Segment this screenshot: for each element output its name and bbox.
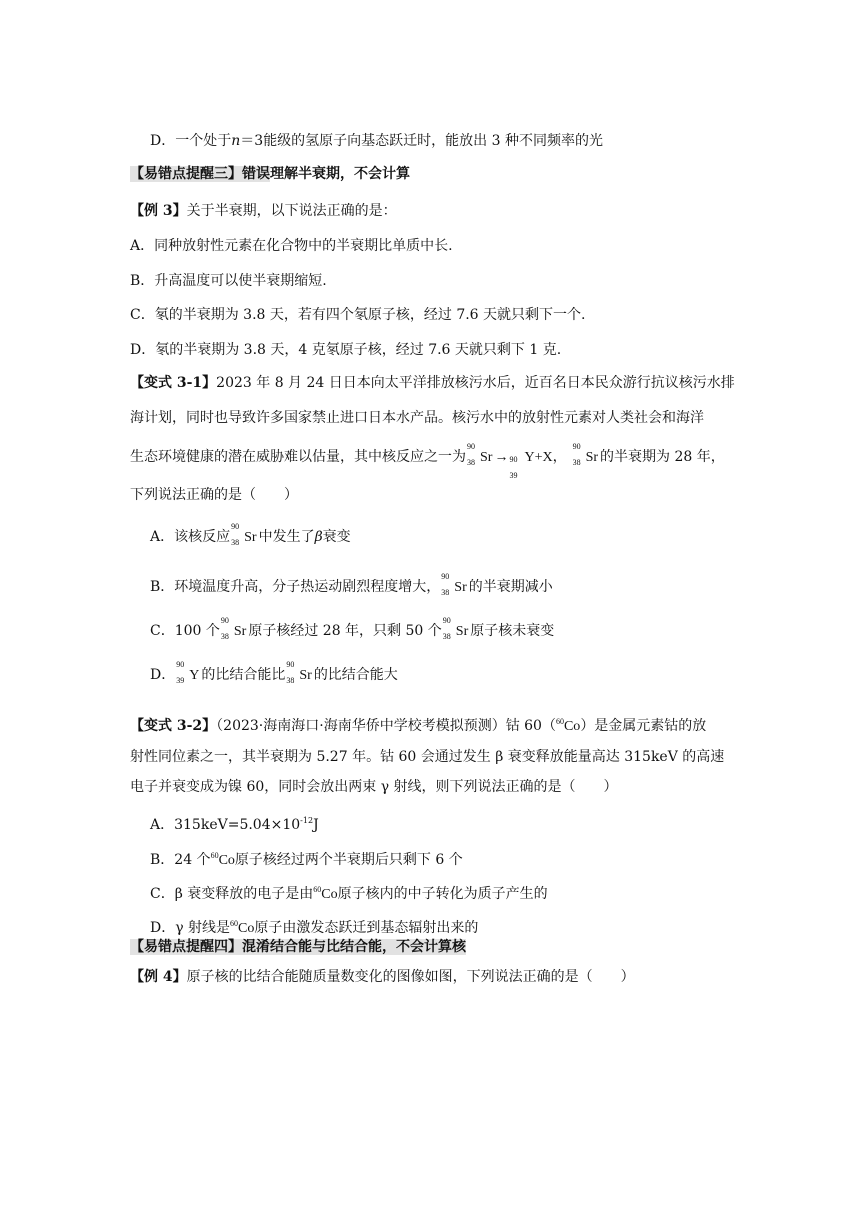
option-text: 能级的氢原子向基态跃迁时，能放出 3 种不同频率的光 bbox=[263, 133, 603, 149]
option-text: ＝3 bbox=[240, 133, 264, 149]
question-text: 生态环境健康的潜在威胁难以估量，其中核反应之一为 bbox=[130, 449, 466, 465]
example-tag: 【例 4】 bbox=[130, 969, 187, 985]
variant-tag: 【变式 3-2】 bbox=[130, 718, 217, 734]
example-4-question bbox=[130, 967, 635, 987]
heading-text: 比结合能，不会计算核 bbox=[326, 939, 466, 955]
variant-3-1-line-2: 海计划，同时也导致许多国家禁止进口日本水产品。核污水中的放射性元素对人类社会和海洋 bbox=[130, 410, 704, 426]
beta-symbol: β bbox=[314, 529, 323, 545]
strontium-90-nuclide: 90 38 Sr bbox=[467, 442, 493, 467]
strontium-90-nuclide: 90 38 Sr bbox=[442, 616, 469, 641]
question-text: 的半衰期为 28 年， bbox=[600, 449, 725, 465]
strontium-90-nuclide: 90 38 Sr bbox=[441, 572, 467, 597]
variant-3-2-option-b: B．24 个$^{60}$Co原子核经过两个半衰期后只剩下 6 个 bbox=[150, 851, 463, 868]
yttrium-90-nuclide: 90 39 Y bbox=[176, 660, 200, 685]
heading-tag: 【易错点提醒四】 bbox=[130, 939, 242, 955]
example-3-option-a: A．同种放射性元素在化合物中的半衰期比单质中长. bbox=[130, 238, 453, 254]
heading-text: 错误 bbox=[242, 166, 270, 182]
example-3-option-b: B．升高温度可以使半衰期缩短. bbox=[130, 273, 327, 289]
variant-tag: 【变式 3-1】 bbox=[130, 375, 217, 391]
variant-3-2-line-1: 【变式 3-2】（2023·海南海口·海南华侨中学校考模拟预测）钴 60（$^{60}$Co）是金属元素钴的放 bbox=[130, 717, 707, 734]
example-3-option-d: D．氡的半衰期为 3.8 天，4 克氡原子核，经过 7.6 天就只剩下 1 克. bbox=[130, 342, 562, 358]
heading-tag: 【易错点提醒三】 bbox=[130, 166, 242, 182]
variant-3-2-line-2: 射性同位素之一，其半衰期为 5.27 年。钴 60 会通过发生 β 衰变释放能量高达 315keV 的高速 bbox=[130, 749, 725, 765]
cobalt-60-nuclide: $^{60}$Co bbox=[230, 919, 255, 936]
variant-3-2-line-3: 电子并衰变成为镍 60，同时会放出两束 γ 射线，则下列说法正确的是（ ） bbox=[130, 779, 618, 795]
variant-3-1-line-1 bbox=[130, 373, 735, 393]
example-tag: 【例 3】 bbox=[130, 203, 187, 219]
cobalt-60-nuclide: $^{60}$Co bbox=[555, 717, 581, 734]
variant-3-1-option-c: C．100 个 90 38 Sr 原子核经过 28 年，只剩 50 个 90 38 Sr 原子核未衰变 bbox=[150, 616, 555, 641]
question-text: 关于半衰期，以下说法正确的是： bbox=[186, 203, 397, 219]
strontium-90-nuclide: 90 38 Sr bbox=[231, 522, 257, 547]
strontium-90-nuclide: 90 38 Sr bbox=[220, 616, 247, 641]
variant-3-1-line-3: 生态环境健康的潜在威胁难以估量，其中核反应之一为 90 38 Sr → 90 39 Y+X， 90 38 Sr 的半衰期为 28 年， bbox=[130, 442, 725, 480]
quantum-number: n bbox=[231, 133, 241, 149]
reaction-products: Y+X， bbox=[524, 450, 567, 465]
option-d-hydrogen bbox=[150, 131, 603, 151]
variant-3-1-line-4: 下列说法正确的是（ ） bbox=[130, 487, 298, 503]
error-reminder-4-heading bbox=[130, 937, 466, 957]
question-text: 2023 年 8 月 24 日日本向太平洋排放核污水后，近百名日本民众游行抗议核污水排 bbox=[216, 375, 735, 391]
variant-3-2-option-a: A．$315keV=5.04\times 10^{-12}J$ bbox=[150, 816, 319, 833]
cobalt-60-nuclide: $^{60}$Co bbox=[210, 851, 235, 868]
reaction-arrow: → bbox=[494, 450, 509, 465]
variant-3-1-option-d: D． 90 39 Y 的比结合能比 90 38 Sr 的比结合能大 bbox=[150, 660, 398, 685]
variant-3-2-option-d: D．γ 射线是$^{60}$Co原子由激发态跃迁到基态辐射出来的 bbox=[150, 919, 479, 936]
example-3-option-c: C．氡的半衰期为 3.8 天，若有四个氡原子核，经过 7.6 天就只剩下一个. bbox=[130, 307, 586, 323]
example-3-question bbox=[130, 201, 397, 221]
error-reminder-3-heading bbox=[130, 164, 410, 184]
variant-3-1-option-b: B．环境温度升高，分子热运动剧烈程度增大， 90 38 Sr 的半衰期减小 bbox=[150, 572, 553, 597]
variant-3-1-option-a: A．该核反应 90 38 Sr 中发生了β衰变 bbox=[150, 522, 351, 547]
heading-text: 混淆结合能与 bbox=[242, 939, 326, 955]
heading-text: 理解半衰期，不会计算 bbox=[270, 166, 410, 182]
option-text: D．一个处于 bbox=[150, 133, 232, 149]
strontium-90-nuclide: 90 38 Sr bbox=[572, 442, 599, 467]
strontium-90-nuclide: 90 38 Sr bbox=[286, 660, 312, 685]
question-text: 原子核的比结合能随质量数变化的图像如图，下列说法正确的是（ ） bbox=[186, 969, 635, 985]
variant-3-2-option-c: C．β 衰变释放的电子是由$^{60}$Co原子核内的中子转化为质子产生的 bbox=[150, 885, 548, 902]
cobalt-60-nuclide: $^{60}$Co bbox=[313, 885, 338, 902]
